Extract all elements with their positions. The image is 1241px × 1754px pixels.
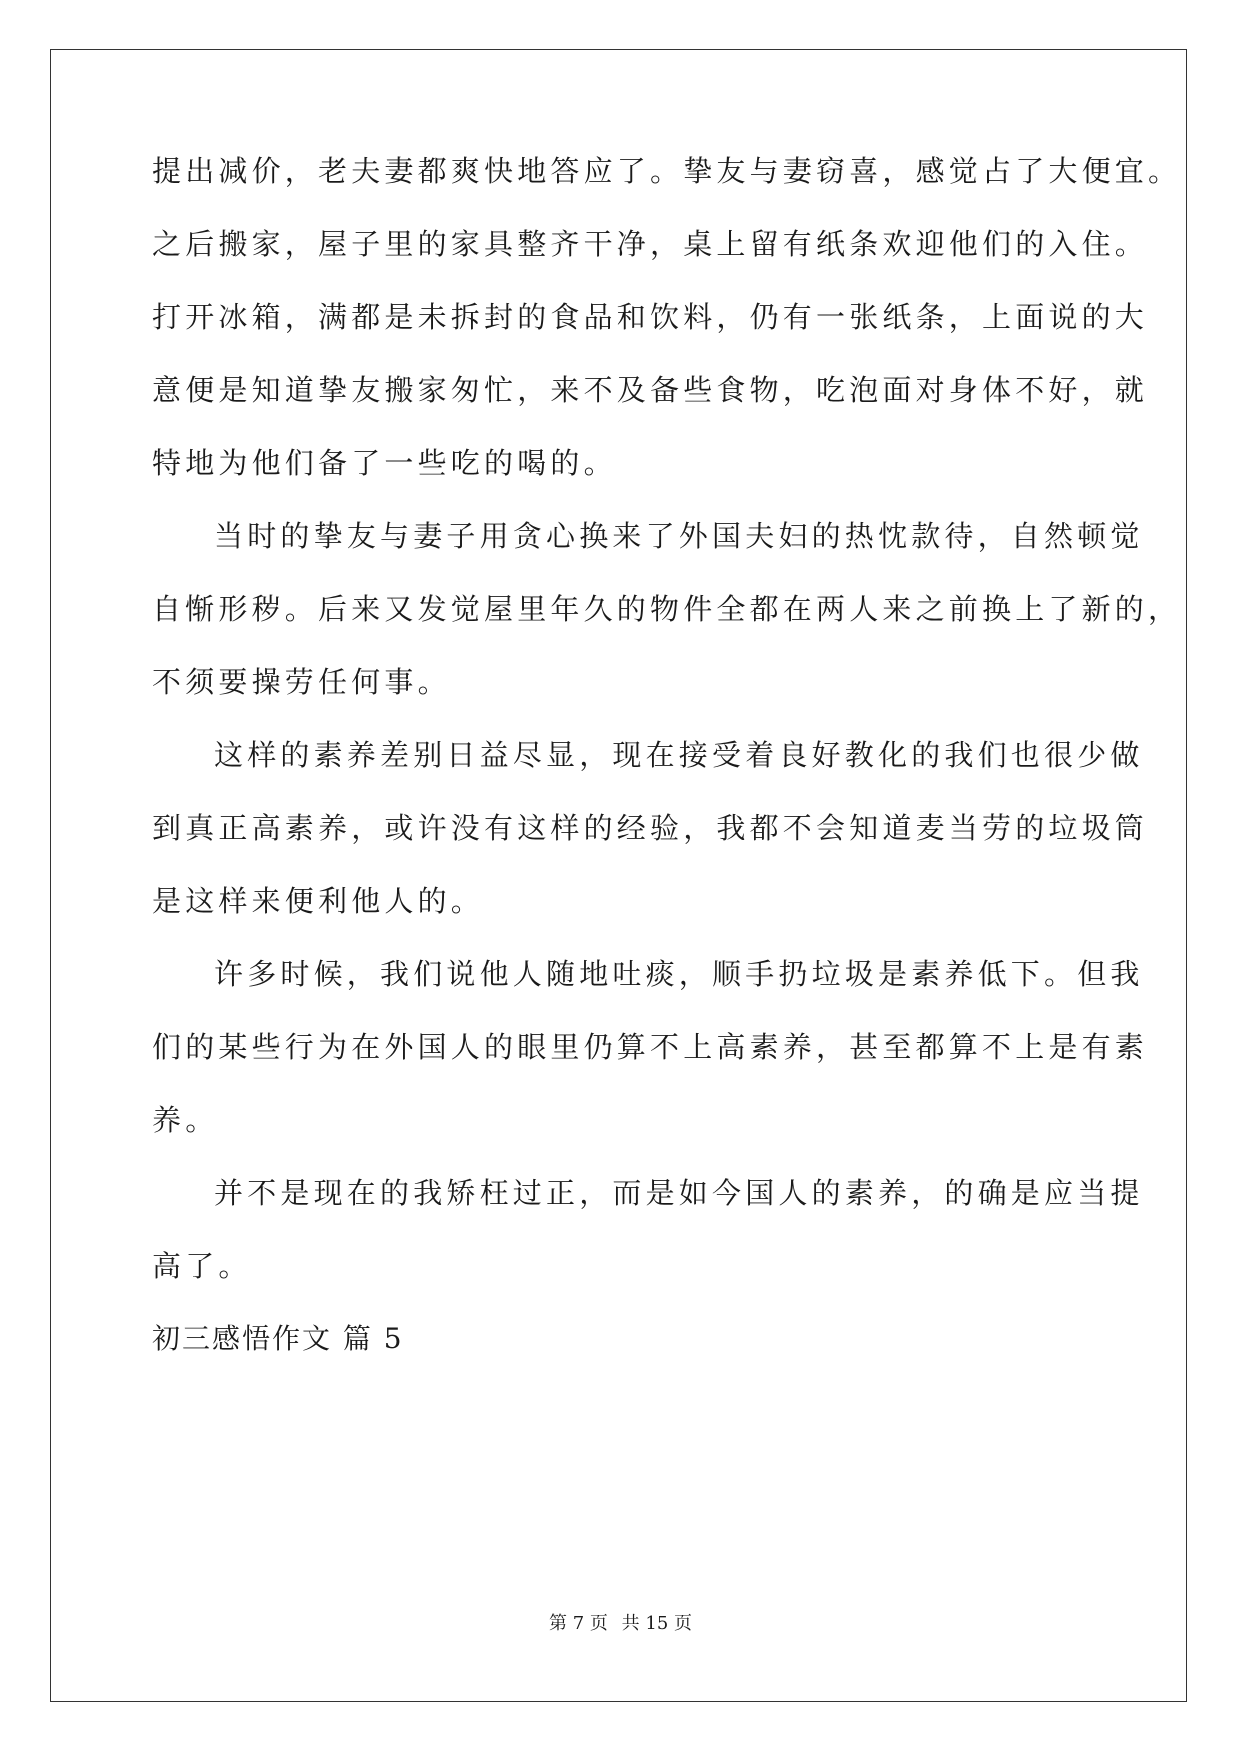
page-total: 共 15 页: [621, 1613, 692, 1634]
paragraph-line: 当时的挚友与妻子用贪心换来了外国夫妇的热忱款待，自然顿觉: [214, 519, 1144, 553]
section-heading: 初三感悟作文 篇 5: [152, 1322, 404, 1355]
paragraph-line: 高了。: [152, 1249, 252, 1283]
paragraph-line: 提出减价，老夫妻都爽快地答应了。挚友与妻窃喜，感觉占了大便宜。: [152, 154, 1182, 188]
paragraph-line: 特地为他们备了一些吃的喝的。: [152, 446, 617, 480]
paragraph-line: 许多时候，我们说他人随地吐痰，顺手扔垃圾是素养低下。但我: [214, 957, 1144, 991]
paragraph-line: 们的某些行为在外国人的眼里仍算不上高素养，甚至都算不上是有素: [152, 1030, 1149, 1064]
page-number: 第 7 页: [549, 1613, 608, 1634]
paragraph-line: 不须要操劳任何事。: [152, 665, 451, 699]
page-footer: [0, 1612, 1241, 1636]
paragraph-line: 之后搬家，屋子里的家具整齐干净，桌上留有纸条欢迎他们的入住。: [152, 227, 1149, 261]
paragraph-line: 到真正高素养，或许没有这样的经验，我都不会知道麦当劳的垃圾筒: [152, 811, 1149, 845]
paragraph-line: 自惭形秽。后来又发觉屋里年久的物件全都在两人来之前换上了新的，: [152, 592, 1182, 626]
paragraph-line: 是这样来便利他人的。: [152, 884, 485, 918]
paragraph-line: 并不是现在的我矫枉过正，而是如今国人的素养，的确是应当提: [214, 1176, 1144, 1210]
paragraph-line: 养。: [152, 1103, 219, 1137]
paragraph-line: 意便是知道挚友搬家匆忙，来不及备些食物，吃泡面对身体不好，就: [152, 373, 1149, 407]
paragraph-line: 这样的素养差别日益尽显，现在接受着良好教化的我们也很少做: [214, 738, 1144, 772]
paragraph-line: 打开冰箱，满都是未拆封的食品和饮料，仍有一张纸条，上面说的大: [152, 300, 1149, 334]
